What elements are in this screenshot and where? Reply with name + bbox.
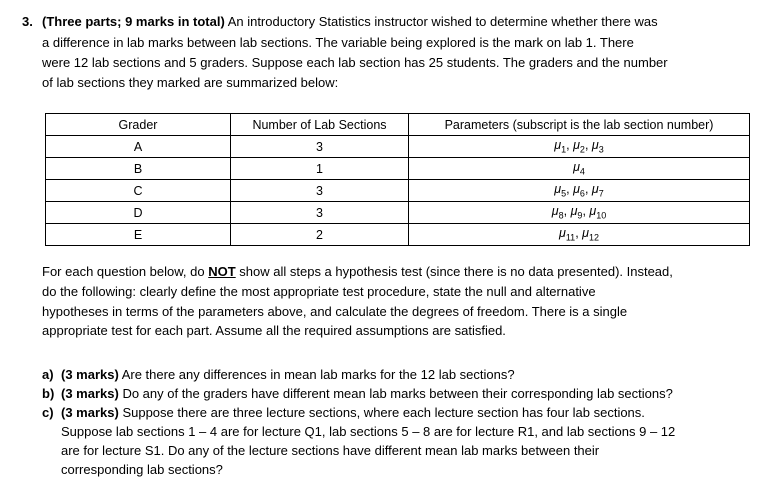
instructions-line-3: hypotheses in terms of the parameters above, and calculate the degrees of freedom. There is a single: [42, 304, 628, 319]
intro-line-4: of lab sections they marked are summarized below:: [42, 75, 339, 90]
part-a-text: (3 marks) Are there any differences in mean lab marks for the 12 lab sections?: [61, 367, 515, 382]
parameter-subscript: 6: [579, 188, 585, 199]
parameter-mu: μ: [573, 138, 580, 153]
grader-cell: A: [46, 136, 231, 158]
table-header-row: [46, 114, 750, 136]
instructions-line-4: appropriate test for each part. Assume all the required assumptions are satisfied.: [42, 323, 506, 338]
parameter-subscript: 11: [565, 232, 576, 243]
intro-line-2: a difference in lab marks between lab sections. The variable being explored is the mark on lab 1. There: [42, 35, 634, 50]
header-parameters: Parameters (subscript is the lab section number): [409, 114, 750, 136]
parameter-subscript: 2: [579, 144, 585, 155]
parameter-mu: μ: [582, 226, 589, 241]
emphasis-not: NOT: [208, 264, 236, 279]
lab-count-cell: 2: [231, 224, 409, 246]
parameters-cell: $\mu_5$, $\mu_6$, $\mu_7$: [409, 180, 750, 202]
lab-count-cell: 3: [231, 136, 409, 158]
parameter-subscript: 12: [589, 232, 600, 243]
parameter-mu: μ: [554, 182, 562, 197]
header-count: Number of Lab Sections: [231, 114, 409, 136]
intro-line-3: were 12 lab sections and 5 graders. Suppose each lab section has 25 students. The graders and the number: [42, 55, 668, 70]
part-c-label: c): [42, 405, 54, 420]
parameters-cell: $\mu_8$, $\mu_9$, $\mu_{10}$: [409, 202, 750, 224]
lab-count-cell: 3: [231, 180, 409, 202]
table-row: [46, 224, 750, 246]
parameter-subscript: 8: [558, 210, 564, 221]
parameter-subscript: 10: [596, 210, 607, 221]
parameter-subscript: 5: [561, 188, 567, 199]
table-row: [46, 136, 750, 158]
instructions-line-2: do the following: clearly define the most appropriate test procedure, state the null and alternative: [42, 284, 596, 299]
table-row: [46, 180, 750, 202]
part-c-text: (3 marks) Suppose there are three lecture sections, where each lecture section has four lab sections.: [61, 405, 645, 420]
parameter-mu: μ: [551, 204, 559, 219]
part-c-line-4: corresponding lab sections?: [61, 462, 223, 477]
parameter-mu: μ: [570, 204, 578, 219]
parameter-mu: μ: [573, 160, 580, 175]
grader-cell: B: [46, 158, 231, 180]
parameter-subscript: 9: [577, 210, 583, 221]
parameter-subscript: 3: [598, 144, 604, 155]
part-a-label: a): [42, 367, 54, 382]
parameter-subscript: 1: [561, 144, 567, 155]
table-row: [46, 158, 750, 180]
header-grader: Grader: [46, 114, 231, 136]
parameter-mu: μ: [591, 182, 599, 197]
part-c-line-3: are for lecture S1. Do any of the lecture sections have different mean lab marks between their: [61, 443, 600, 458]
grader-cell: C: [46, 180, 231, 202]
lab-count-cell: 3: [231, 202, 409, 224]
parameter-mu: μ: [573, 182, 580, 197]
parameter-mu: μ: [591, 138, 599, 153]
grader-table: [45, 113, 750, 246]
part-c-line-2: Suppose lab sections 1 – 4 are for lecture Q1, lab sections 5 – 8 are for lecture R1, and lab sections 9 – 12: [61, 424, 676, 439]
parameter-mu: μ: [554, 138, 562, 153]
parameters-cell: $\mu_{11}$, $\mu_{12}$: [409, 224, 750, 246]
parameters-cell: $\mu_1$, $\mu_2$, $\mu_3$: [409, 136, 750, 158]
grader-cell: D: [46, 202, 231, 224]
table-row: [46, 202, 750, 224]
instructions-line-1: For each question below, do NOT show all steps a hypothesis test (since there is no data presented). Instead,: [42, 264, 673, 279]
parameter-subscript: 7: [598, 188, 604, 199]
part-b-label: b): [42, 386, 55, 401]
parameter-mu: μ: [589, 204, 597, 219]
lab-count-cell: 1: [231, 158, 409, 180]
question-heading: (Three parts; 9 marks in total): [42, 14, 225, 29]
question-number: 3.: [22, 14, 33, 29]
parameter-subscript: 4: [579, 166, 585, 177]
intro-line-1: (Three parts; 9 marks in total) An introductory Statistics instructor wished to determine whether there was: [42, 14, 658, 29]
parameters-cell: [409, 158, 750, 180]
part-b-text: (3 marks) Do any of the graders have different mean lab marks between their corresponding lab sections?: [61, 386, 673, 401]
grader-cell: E: [46, 224, 231, 246]
parameter-mu: μ: [558, 226, 566, 241]
